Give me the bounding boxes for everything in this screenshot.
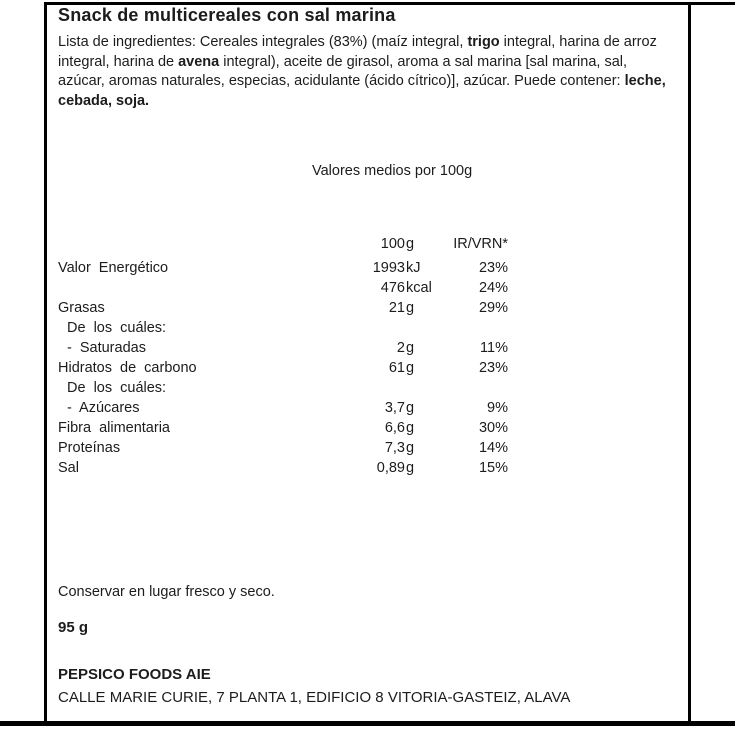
table-row-saturates — [58, 338, 690, 358]
row-percent: 9% — [487, 400, 508, 416]
nutrition-table — [58, 234, 690, 478]
allergen-traces: leche, cebada, soja. — [58, 73, 666, 109]
row-unit: kJ — [406, 260, 421, 276]
table-row-of-which-fat — [58, 318, 690, 338]
table-row-energy-kj — [58, 258, 690, 278]
row-amount: 476 — [380, 280, 405, 296]
ingredients-paragraph — [58, 33, 672, 111]
table-row-fibre — [58, 418, 690, 438]
row-label: Sal — [58, 460, 79, 476]
manufacturer-address: CALLE MARIE CURIE, 7 PLANTA 1, EDIFICIO 8 VITORIA-GASTEIZ, ALAVA — [58, 689, 571, 706]
row-unit: g — [406, 300, 415, 316]
row-label: De los cuáles: — [67, 320, 167, 336]
row-percent — [448, 318, 508, 338]
row-label: Hidratos de carbono — [58, 360, 197, 376]
row-amount: 61 — [388, 360, 405, 376]
table-row-protein — [58, 438, 690, 458]
ingredients-text: integral), aceite de girasol, aroma a sal marina [sal marina, sal, azúcar, aromas naturales, especias, acidulante (ácido cítrico)], azúcar. Puede contener: — [58, 53, 628, 89]
header-label-spacer — [58, 234, 318, 254]
header-ri-column: IR/VRN* — [453, 236, 508, 252]
table-row-energy-kcal — [58, 278, 690, 298]
row-percent — [448, 378, 508, 398]
row-unit: g — [406, 340, 415, 356]
row-amount: 3,7 — [384, 400, 405, 416]
nutrition-header-row — [58, 234, 690, 254]
row-label — [58, 278, 318, 298]
nutrition-caption: Valores medios por 100g — [312, 163, 473, 179]
allergen-trigo: trigo — [467, 34, 500, 50]
table-row-of-which-carbs — [58, 378, 690, 398]
row-percent: 30% — [478, 420, 508, 436]
row-unit: g — [406, 400, 415, 416]
row-percent: 29% — [478, 300, 508, 316]
ingredients-text: integral, harina de arroz integral, harina de — [58, 34, 657, 70]
row-amount: 6,6 — [384, 420, 405, 436]
row-percent: 23% — [478, 260, 508, 276]
row-unit: kcal — [406, 280, 432, 296]
row-unit: g — [406, 420, 415, 436]
header-amount: 100 — [380, 236, 405, 252]
row-label: De los cuáles: — [67, 380, 167, 396]
row-amount — [318, 318, 405, 338]
label-border-bottom — [0, 721, 735, 726]
manufacturer-name: PEPSICO FOODS AIE — [58, 666, 211, 683]
row-label: Grasas — [58, 300, 105, 316]
table-row-carbohydrate — [58, 358, 690, 378]
net-weight: 95 g — [58, 619, 89, 636]
table-row-salt — [58, 458, 690, 478]
row-unit: g — [406, 460, 415, 476]
ingredients-text: Lista de ingredientes: Cereales integrales (83%) (maíz integral, — [58, 34, 468, 50]
row-amount: 21 — [388, 300, 405, 316]
row-percent: 11% — [480, 340, 508, 356]
row-amount: 2 — [396, 340, 405, 356]
row-amount: 7,3 — [384, 440, 405, 456]
row-unit — [405, 318, 448, 338]
table-row-sugars — [58, 398, 690, 418]
manufacturer-block — [58, 663, 570, 709]
row-amount: 1993 — [372, 260, 405, 276]
row-label: - Azúcares — [67, 400, 140, 416]
row-amount: 0,89 — [376, 460, 405, 476]
row-label: Proteínas — [58, 440, 121, 456]
row-unit — [405, 378, 448, 398]
label-border-left — [44, 2, 47, 724]
product-title: Snack de multicereales con sal marina — [58, 5, 396, 25]
row-label: - Saturadas — [67, 340, 146, 356]
row-label: Valor Energético — [58, 260, 169, 276]
row-percent: 14% — [478, 440, 508, 456]
row-label: Fibra alimentaria — [58, 420, 170, 436]
row-unit: g — [406, 360, 415, 376]
row-amount — [318, 378, 405, 398]
row-percent: 23% — [478, 360, 508, 376]
row-percent: 15% — [478, 460, 508, 476]
table-row-fat — [58, 298, 690, 318]
row-percent: 24% — [478, 280, 508, 296]
header-amount-unit: g — [406, 236, 415, 252]
storage-instructions: Conservar en lugar fresco y seco. — [58, 584, 275, 600]
allergen-avena: avena — [178, 53, 220, 70]
row-unit: g — [406, 440, 415, 456]
